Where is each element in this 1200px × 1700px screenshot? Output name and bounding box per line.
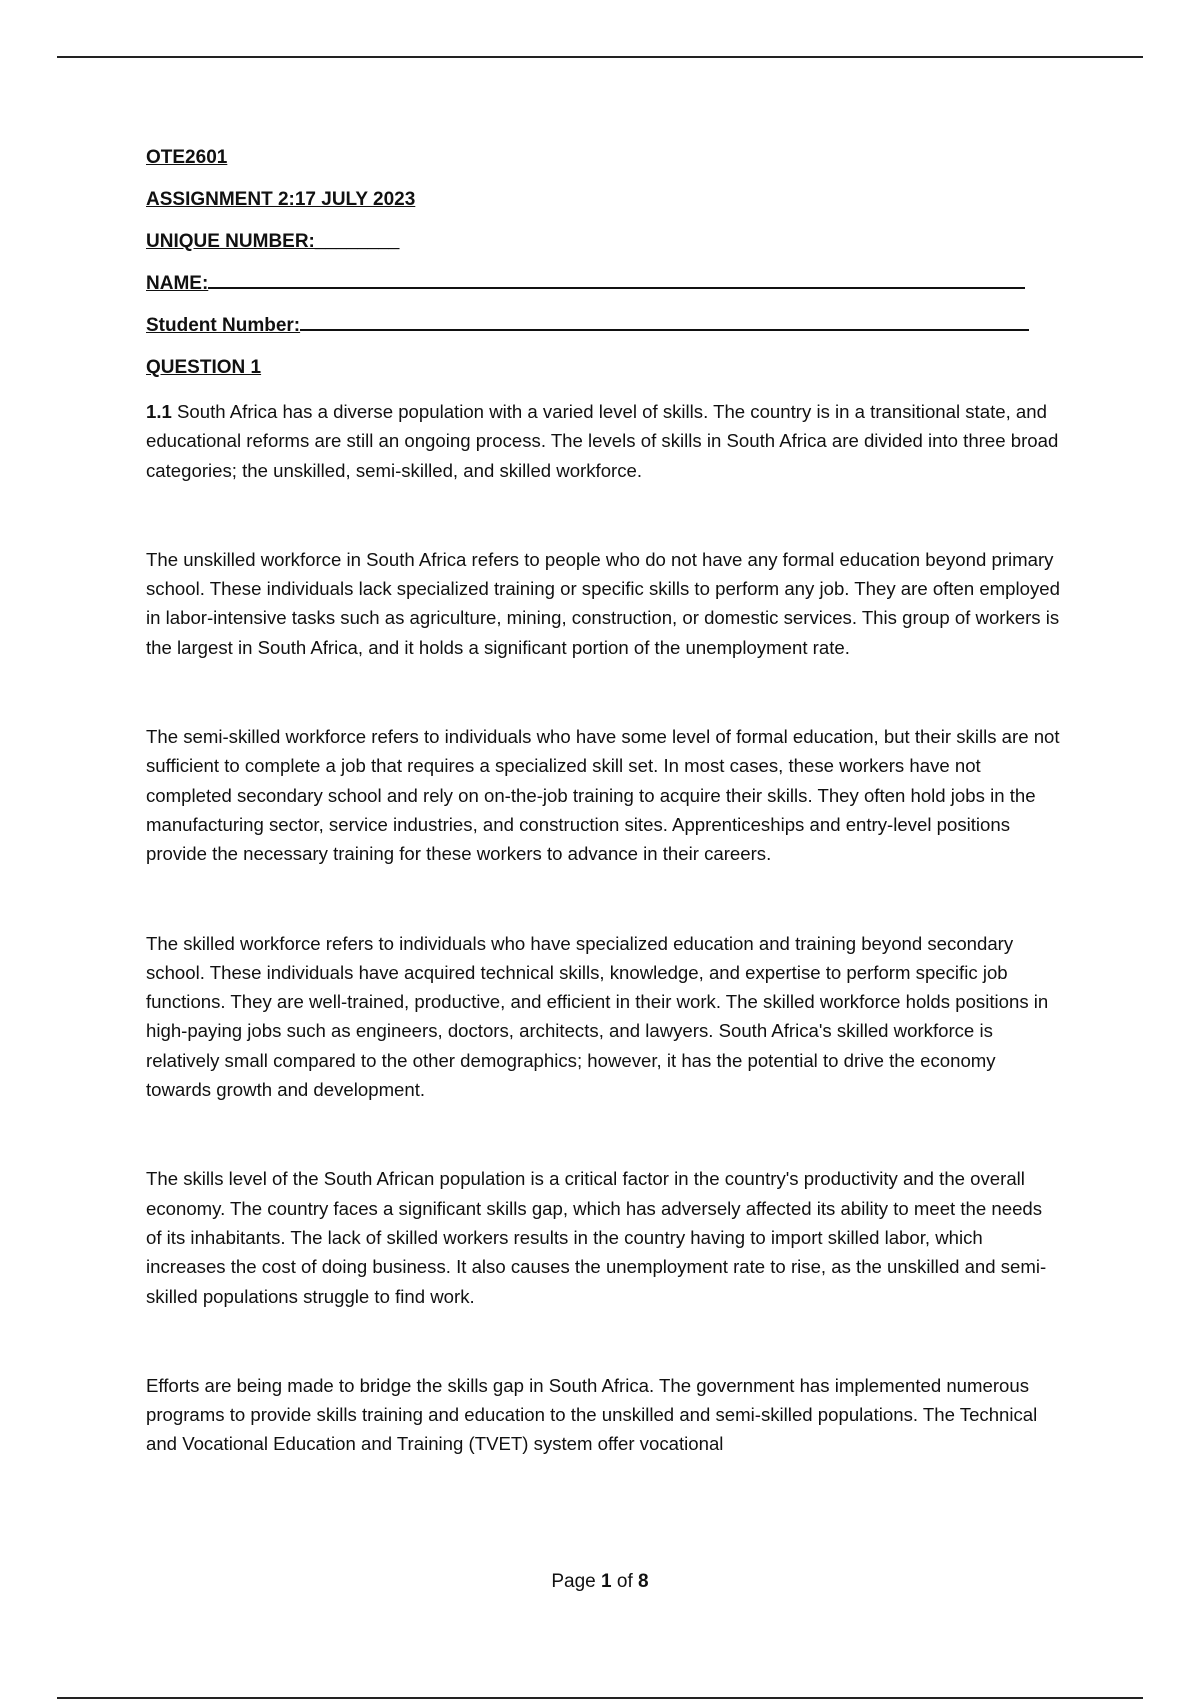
top-rule	[57, 56, 1143, 58]
document-page	[146, 145, 1061, 1459]
name-field	[146, 271, 1039, 297]
page-current: 1	[601, 1571, 612, 1592]
paragraph-5: The skills level of the South African population is a critical factor in the country's productivity and the overall economy. The country faces a significant skills gap, which has adversely affected its ability to meet the needs of its inhabitants. The lack of skilled workers results in the country having to import skilled labor, which increases the cost of doing business. It also causes the unemployment rate to rise, as the unskilled and semi-skilled populations struggle to find work.	[146, 1168, 1047, 1307]
unique-number-label: UNIQUE NUMBER:________	[146, 231, 400, 252]
paragraph-1	[146, 397, 1061, 485]
paragraph-1-text: South Africa has a diverse population with a varied level of skills. The country is in a transitional state, and educational reforms are still an ongoing process. The levels of skills in South Africa are divided into three broad categories; the unskilled, semi-skilled, and skilled workforce.	[146, 401, 1059, 481]
bottom-rule	[57, 1697, 1143, 1699]
paragraph-4: The skilled workforce refers to individuals who have specialized education and training beyond secondary school. These individuals have acquired technical skills, knowledge, and expertise to perform specific job functions. They are well-trained, productive, and efficient in their work. The skilled workforce holds positions in high-paying jobs such as engineers, doctors, architects, and lawyers. South Africa's skilled workforce is relatively small compared to the other demographics; however, it has the potential to drive the economy towards growth and development.	[146, 932, 1049, 1101]
paragraph-6: Efforts are being made to bridge the skills gap in South Africa. The government has implemented numerous programs to provide skills training and education to the unskilled and semi-skilled populations. The Technical and Vocational Education and Training (TVET) system offer vocational	[146, 1374, 1038, 1455]
page-total: 8	[638, 1571, 649, 1592]
page-word: Page	[551, 1571, 596, 1592]
course-code: OTE2601	[146, 147, 228, 168]
paragraph-3: The semi-skilled workforce refers to individuals who have some level of formal education, but their skills are not sufficient to complete a job that requires a specialized skill set. In most cases, these workers have not completed secondary school and rely on on-the-job training to acquire their skills. They often hold jobs in the manufacturing sector, service industries, and construction sites. Apprenticeships and entry-level positions provide the necessary training for these workers to advance in their careers.	[146, 726, 1060, 865]
page-footer	[0, 1571, 1200, 1593]
of-word: of	[616, 1571, 633, 1592]
assignment-title: ASSIGNMENT 2:17 JULY 2023	[146, 189, 416, 210]
student-number-label: Student Number:	[146, 315, 301, 336]
question-number: 1.1	[146, 401, 172, 422]
student-number-blank-line	[300, 328, 1029, 331]
name-blank-line	[208, 286, 1025, 289]
paragraph-2: The unskilled workforce in South Africa refers to people who do not have any formal education beyond primary school. These individuals lack specialized training or specific skills to perform any job. They are often employed in labor-intensive tasks such as agriculture, mining, construction, or domestic services. This group of workers is the largest in South Africa, and it holds a significant portion of the unemployment rate.	[146, 548, 1060, 658]
name-label: NAME:	[146, 273, 209, 294]
student-number-field	[146, 313, 1033, 339]
question-title: QUESTION 1	[146, 357, 262, 378]
